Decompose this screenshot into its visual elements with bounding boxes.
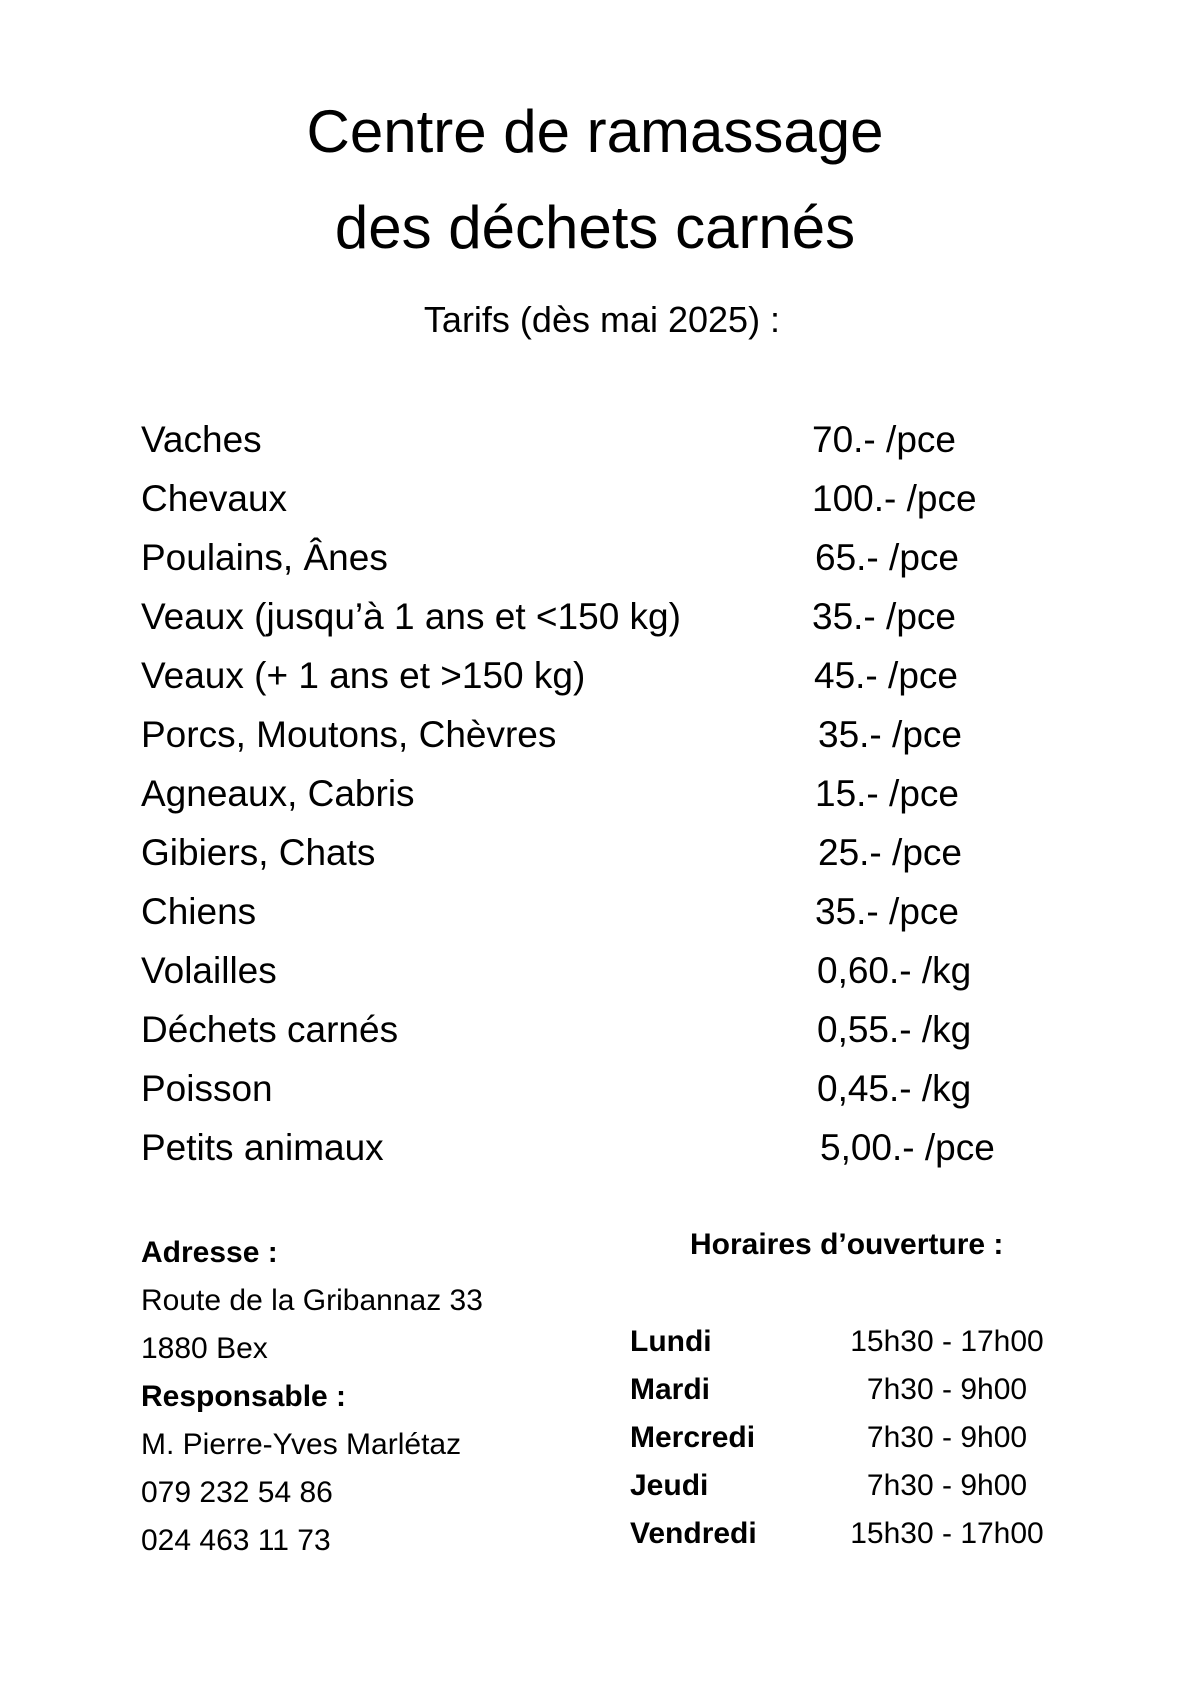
hours-day: Mardi bbox=[630, 1373, 711, 1406]
tariff-label: Veaux (+ 1 ans et >150 kg) bbox=[141, 655, 586, 696]
hours-time: 7h30 - 9h00 bbox=[866, 1469, 1028, 1502]
tariff-label: Vaches bbox=[141, 419, 262, 460]
address-street: Route de la Gribannaz 33 bbox=[141, 1284, 483, 1317]
hours-time: 7h30 - 9h00 bbox=[866, 1421, 1028, 1454]
address-city: 1880 Bex bbox=[141, 1332, 268, 1365]
hours-row bbox=[630, 1510, 1090, 1558]
tariff-price: 25.- /pce bbox=[818, 832, 962, 873]
hours-row bbox=[630, 1318, 1090, 1366]
address-block bbox=[141, 1229, 641, 1565]
tariff-label: Volailles bbox=[141, 950, 277, 991]
tariff-price: 15.- /pce bbox=[815, 773, 959, 814]
tariff-label: Poisson bbox=[141, 1068, 273, 1109]
manager-name: M. Pierre-Yves Marlétaz bbox=[141, 1428, 462, 1461]
tariff-price: 35.- /pce bbox=[812, 596, 956, 637]
opening-hours-list bbox=[630, 1318, 1090, 1558]
tariffs-subtitle: Tarifs (dès mai 2025) : bbox=[423, 299, 781, 340]
hours-day: Vendredi bbox=[630, 1517, 757, 1550]
tariff-label: Gibiers, Chats bbox=[141, 832, 376, 873]
hours-row bbox=[630, 1366, 1090, 1414]
hours-row bbox=[630, 1462, 1090, 1510]
tariff-row bbox=[141, 646, 1041, 705]
tariff-price: 35.- /pce bbox=[815, 891, 959, 932]
hours-time: 7h30 - 9h00 bbox=[866, 1373, 1028, 1406]
hours-time: 15h30 - 17h00 bbox=[850, 1517, 1044, 1550]
tariff-label: Petits animaux bbox=[141, 1127, 384, 1168]
manager-heading: Responsable : bbox=[141, 1380, 347, 1413]
tariff-price: 35.- /pce bbox=[818, 714, 962, 755]
opening-hours-heading: Horaires d’ouverture : bbox=[690, 1228, 1004, 1261]
tariff-label: Chevaux bbox=[141, 478, 288, 519]
tariff-label: Chiens bbox=[141, 891, 257, 932]
tariff-label: Agneaux, Cabris bbox=[141, 773, 415, 814]
tariff-row bbox=[141, 882, 1041, 941]
tariff-row bbox=[141, 705, 1041, 764]
title-line-1: Centre de ramassage bbox=[306, 98, 884, 165]
tariff-label: Poulains, Ânes bbox=[141, 537, 388, 578]
hours-row bbox=[630, 1414, 1090, 1462]
tariff-row bbox=[141, 1059, 1041, 1118]
phone-number-2: 024 463 11 73 bbox=[141, 1524, 331, 1557]
tariff-row bbox=[141, 469, 1041, 528]
hours-day: Mercredi bbox=[630, 1421, 756, 1454]
tariff-label: Veaux (jusqu’à 1 ans et <150 kg) bbox=[141, 596, 681, 637]
page-title bbox=[0, 84, 1190, 276]
tariff-label: Déchets carnés bbox=[141, 1009, 399, 1050]
tariff-price: 5,00.- /pce bbox=[820, 1127, 995, 1168]
tariff-label: Porcs, Moutons, Chèvres bbox=[141, 714, 557, 755]
tariff-row bbox=[141, 1000, 1041, 1059]
hours-day: Lundi bbox=[630, 1325, 712, 1358]
address-heading: Adresse : bbox=[141, 1236, 278, 1269]
title-line-2: des déchets carnés bbox=[334, 194, 856, 261]
tariff-row bbox=[141, 528, 1041, 587]
tariff-price: 45.- /pce bbox=[814, 655, 958, 696]
hours-day: Jeudi bbox=[630, 1469, 709, 1502]
tariff-row bbox=[141, 587, 1041, 646]
hours-time: 15h30 - 17h00 bbox=[850, 1325, 1044, 1358]
tariff-row bbox=[141, 823, 1041, 882]
tariff-row bbox=[141, 410, 1041, 469]
tariff-list bbox=[141, 410, 1041, 1177]
tariff-price: 65.- /pce bbox=[815, 537, 959, 578]
tariff-price: 0,55.- /kg bbox=[817, 1009, 972, 1050]
tariff-price: 100.- /pce bbox=[812, 478, 977, 519]
phone-number-1: 079 232 54 86 bbox=[141, 1476, 333, 1509]
tariff-price: 0,45.- /kg bbox=[817, 1068, 972, 1109]
tariff-row bbox=[141, 941, 1041, 1000]
tariff-price: 0,60.- /kg bbox=[817, 950, 972, 991]
tariff-price: 70.- /pce bbox=[812, 419, 956, 460]
tariff-row bbox=[141, 1118, 1041, 1177]
tariff-row bbox=[141, 764, 1041, 823]
